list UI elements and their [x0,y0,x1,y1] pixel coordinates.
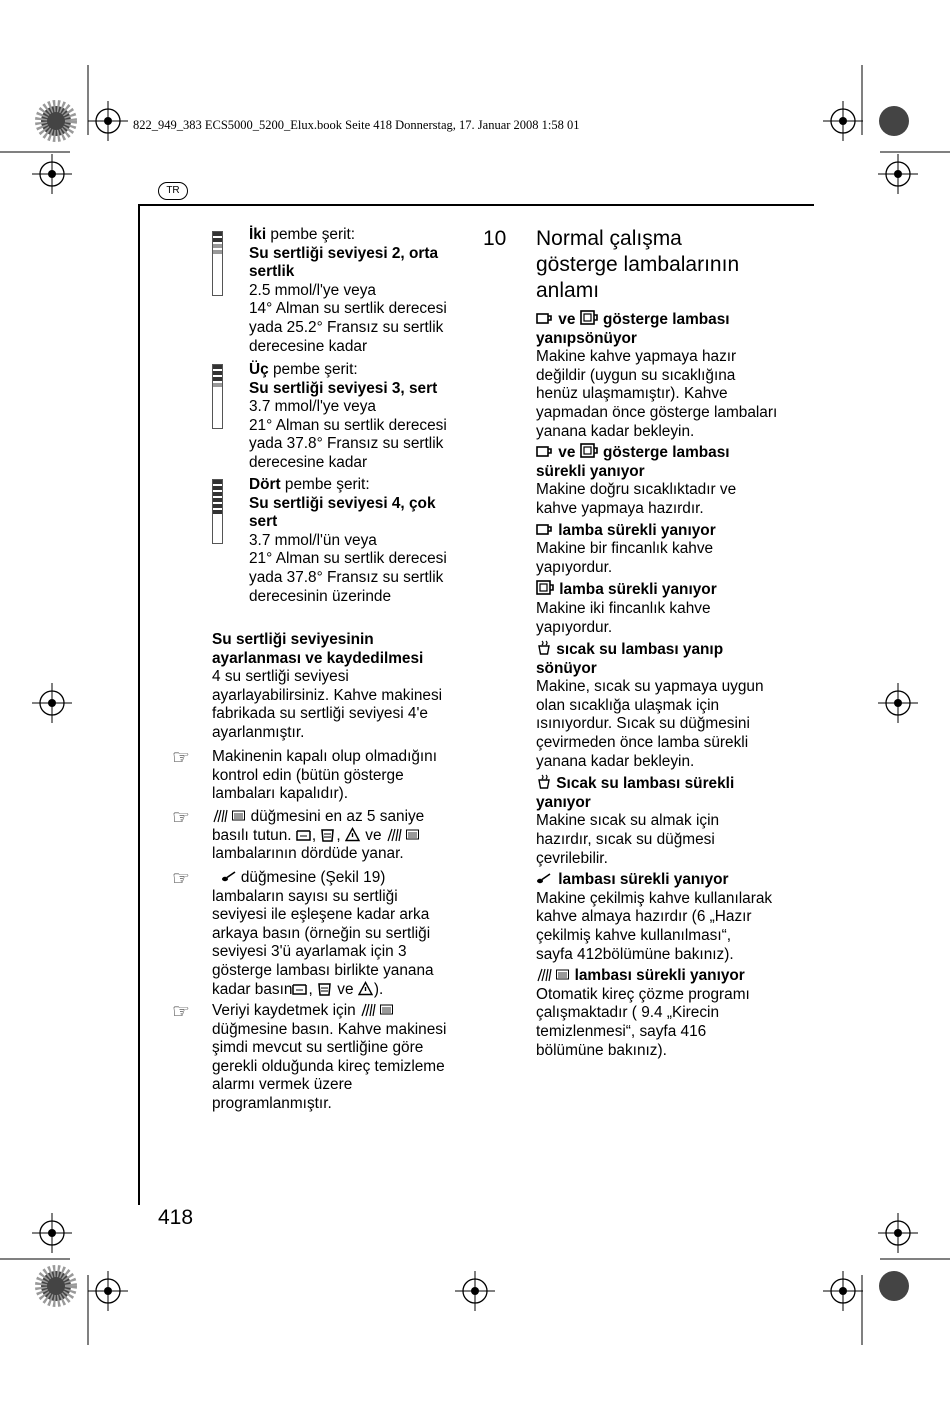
step3-line-2: seviyesi ile eşleşene kadar arka [212,906,430,924]
uc-line-1: 21° Alman su sertlik derecesi [249,416,447,434]
pointing-hand-icon: ☞ [172,807,190,829]
s5-line-0: Makine, sıcak su yapmaya uygun [536,678,764,696]
descale-badge-icon [406,827,420,842]
right-body [536,310,777,1060]
step3-last-a: kadar basın [212,980,293,998]
s5-heading-2: sönüyor [536,659,597,677]
warning-icon [358,981,374,996]
pointing-hand-icon: ☞ [172,1001,190,1023]
language-badge-label: TR [166,185,180,196]
dort-line-0: 3.7 mmol/l'ün veya [249,531,377,549]
step2-sep-2: , [336,826,341,844]
ground-coffee-spoon-icon [221,869,237,884]
s1-line-0: Makine kahve yapmaya hazır [536,348,737,366]
ayar-block [212,631,442,743]
tray-icon [296,827,312,842]
descale-icon [386,827,402,842]
s4-line-1: yapıyordur. [536,618,613,636]
step3-line-3: arkaya basın (örneğin su sertliği [212,924,431,942]
step3-last-d: ). [373,980,384,998]
pointing-hand-icon: ☞ [172,747,190,769]
iki-line-3: derecesine kadar [249,337,368,355]
s2-line-0: Makine doğru sıcaklıktadır ve [536,481,737,499]
uc-line-0: 3.7 mmol/l'ye veya [249,398,376,416]
step3-last-b: , [308,980,313,998]
step3-line-0: düğmesine (Şekil 19) [240,869,386,886]
uc-lead: Üç [249,361,269,378]
section-title-0: Normal çalışma [536,227,682,250]
step1-line-1: kontrol edin (bütün gösterge [212,766,404,784]
step1-line-0: Makinenin kapalı olup olmadığını [212,748,438,765]
iki-block [249,226,447,356]
ayar-line-0: 4 su sertliği seviyesi [212,668,349,686]
crop-lines [0,65,950,1345]
dort-bold-1: sert [249,513,278,531]
uc-block [249,361,447,473]
step4-line-3: gerekli olduğunda kireç temizleme [212,1057,445,1075]
dort-line-2: yada 37.8° Fransız su sertlik [249,568,444,586]
s7-heading: lambası sürekli yanıyor [558,871,729,889]
s6-heading: Sıcak su lambası sürekli [556,775,735,793]
step2-line-2: lambalarının dördüde yanar. [212,845,404,863]
s1-heading-2: yanıpsönüyor [536,329,637,347]
s7-line-0: Makine çekilmiş kahve kullanılarak [536,889,773,907]
ayar-line-1: ayarlayabilirsiniz. Kahve makinesi [212,686,443,704]
step4-line-5: programlanmıştır. [212,1094,332,1112]
two-cup-icon [580,310,599,326]
dort-block [249,476,447,606]
s2-line-1: kahve yapmaya hazırdır. [536,499,704,517]
s5-line-2: ısınıyordur. Sıcak su düğmesini [536,715,750,733]
s8-line-1: çalışmaktadır ( 9.4 „Kirecin [536,1004,720,1022]
descale-icon [536,967,552,982]
iki-bold-0: Su sertliği seviyesi 2, orta [249,244,439,262]
test-strip-3 [212,364,223,429]
s5-line-1: olan sıcaklığa ulaşmak için [536,696,720,714]
s5-line-4: yanana kadar bekleyin. [536,752,695,770]
ayar-heading-1: ayarlanması ve kaydedilmesi [212,649,424,667]
section-title [536,226,739,304]
descale-badge-icon [556,967,570,982]
uc-line-3: derecesine kadar [249,453,368,471]
s2-ve: ve [558,444,576,462]
s1-heading: gösterge lambası [602,311,730,328]
s1-line-1: değildir (uygun su sıcaklığına [536,366,736,384]
one-cup-icon [536,522,554,537]
s7-line-2: çekilmiş kahve kullanılması“, [536,927,732,944]
dort-line-3: derecesinin üzerinde [249,587,392,605]
iki-line-1: 14° Alman su sertlik derecesi [249,300,447,318]
iki-bold-1: sertlik [249,263,295,281]
warning-icon [345,827,361,842]
step2-line-1a: basılı tutun. [212,826,292,844]
uc-bold-0: Su sertliği seviyesi 3, sert [249,379,438,397]
s6-line-1: hazırdır, sıcak su düğmesi [536,831,715,849]
two-cup-icon [580,443,599,459]
dort-lead: Dört [249,476,281,493]
iki-lead: İki [249,226,267,243]
test-strip-4 [212,479,223,544]
step4-line-0: Veriyi kaydetmek için [212,1002,356,1019]
step3-line-5: gösterge lambası birlikte yanana [212,961,434,979]
step3-last-c: ve [337,980,354,998]
step2-ve: ve [365,826,382,844]
s4-heading: lamba sürekli yanıyor [559,581,717,599]
test-strip-2 [212,231,223,296]
iki-line-2: yada 25.2° Fransız su sertlik [249,318,444,336]
water-tank-icon [320,827,336,842]
ayar-heading-0: Su sertliği seviyesinin [212,631,374,648]
step2-sep-1: , [311,826,317,844]
s3-heading: lamba sürekli yanıyor [558,521,716,539]
step4-block [212,1002,446,1114]
s8-line-2: temizlenmesi“, sayfa 416 [536,1022,707,1040]
step4-line-2: şimdi mevcut su sertliğine göre [212,1039,424,1057]
step4-line-1: düğmesine basın. Kahve makinesi [212,1020,447,1038]
step4-line-4: alarmı vermek üzere [212,1076,353,1094]
dort-lead-rest: pembe şerit: [280,476,370,493]
s5-line-3: çevirmeden önce lamba sürekli [536,734,749,752]
s5-heading: sıcak su lambası yanıp [556,641,724,659]
step3-line-4: seviyesi 3'ü ayarlamak için 3 [212,943,407,961]
s7-line-3: sayfa 412bölümüne bakınız). [536,945,734,963]
s1-line-2: henüz ulaşmamıştır). Kahve [536,385,728,403]
book-info: 822_949_383 ECS5000_5200_Elux.book Seite 418 Donnerstag, 17. Januar 2008 1:58 01 [133,118,580,132]
uc-line-2: yada 37.8° Fransız su sertlik [249,435,444,453]
s1-ve: ve [558,311,576,328]
top-rule [138,204,814,206]
water-tank-icon [317,981,333,996]
descale-icon [212,808,228,823]
two-cup-icon [536,580,555,596]
s3-line-1: yapıyordur. [536,558,613,576]
s7-line-1: kahve almaya hazırdır (6 „Hazır [536,908,752,926]
s1-line-3: yapmadan önce gösterge lambaları [536,403,778,421]
pointing-hand-icon: ☞ [172,868,190,890]
s2-heading-2: sürekli yanıyor [536,462,645,480]
one-cup-icon [536,311,554,326]
iki-line-0: 2.5 mmol/l'ye veya [249,281,376,299]
descale-icon [360,1002,376,1017]
ground-coffee-spoon-icon [536,871,554,886]
s8-heading: lambası sürekli yanıyor [574,967,745,985]
descale-badge-icon [232,808,246,823]
section-title-2: anlamı [536,279,600,302]
dort-line-1: 21° Alman su sertlik derecesi [249,550,447,568]
step3-line-1: lambaların sayısı su sertliği [212,887,398,905]
ayar-line-2: fabrikada su sertliği seviyesi 4'e [212,705,428,723]
s6-line-0: Makine sıcak su almak için [536,812,720,830]
s8-line-3: bölümüne bakınız). [536,1041,667,1059]
s1-line-4: yanana kadar bekleyin. [536,422,695,440]
descale-badge-icon [380,1002,394,1017]
section-title-1: gösterge lambalarının [536,253,740,276]
color-wheel [41,106,909,1301]
s8-line-0: Otomatik kireç çözme programı [536,985,750,1003]
language-badge [158,182,188,200]
section-number: 10 [483,227,507,250]
step1-block [212,748,437,804]
left-rule [138,205,140,1205]
uc-lead-rest: pembe şerit: [268,361,358,378]
dort-bold-0: Su sertliği seviyesi 4, çok [249,494,436,512]
s3-line-0: Makine bir fincanlık kahve [536,540,714,558]
s2-heading: gösterge lambası [602,444,730,462]
one-cup-icon [536,444,554,459]
ayar-line-3: ayarlanmıştır. [212,723,305,741]
hot-water-icon [536,774,552,790]
s6-line-2: çevrilebilir. [536,849,608,867]
step2-line-0: düğmesini en az 5 saniye [250,808,425,825]
s6-heading-2: yanıyor [536,793,591,811]
tray-icon [292,981,308,996]
step3-block [212,869,434,999]
step1-line-2: lambaları kapalıdır). [212,785,349,803]
iki-lead-rest: pembe şerit: [266,226,356,243]
hot-water-icon [536,640,552,656]
s4-line-0: Makine iki fincanlık kahve [536,599,711,617]
step2-block [212,808,424,864]
page-number: 418 [158,1206,194,1229]
